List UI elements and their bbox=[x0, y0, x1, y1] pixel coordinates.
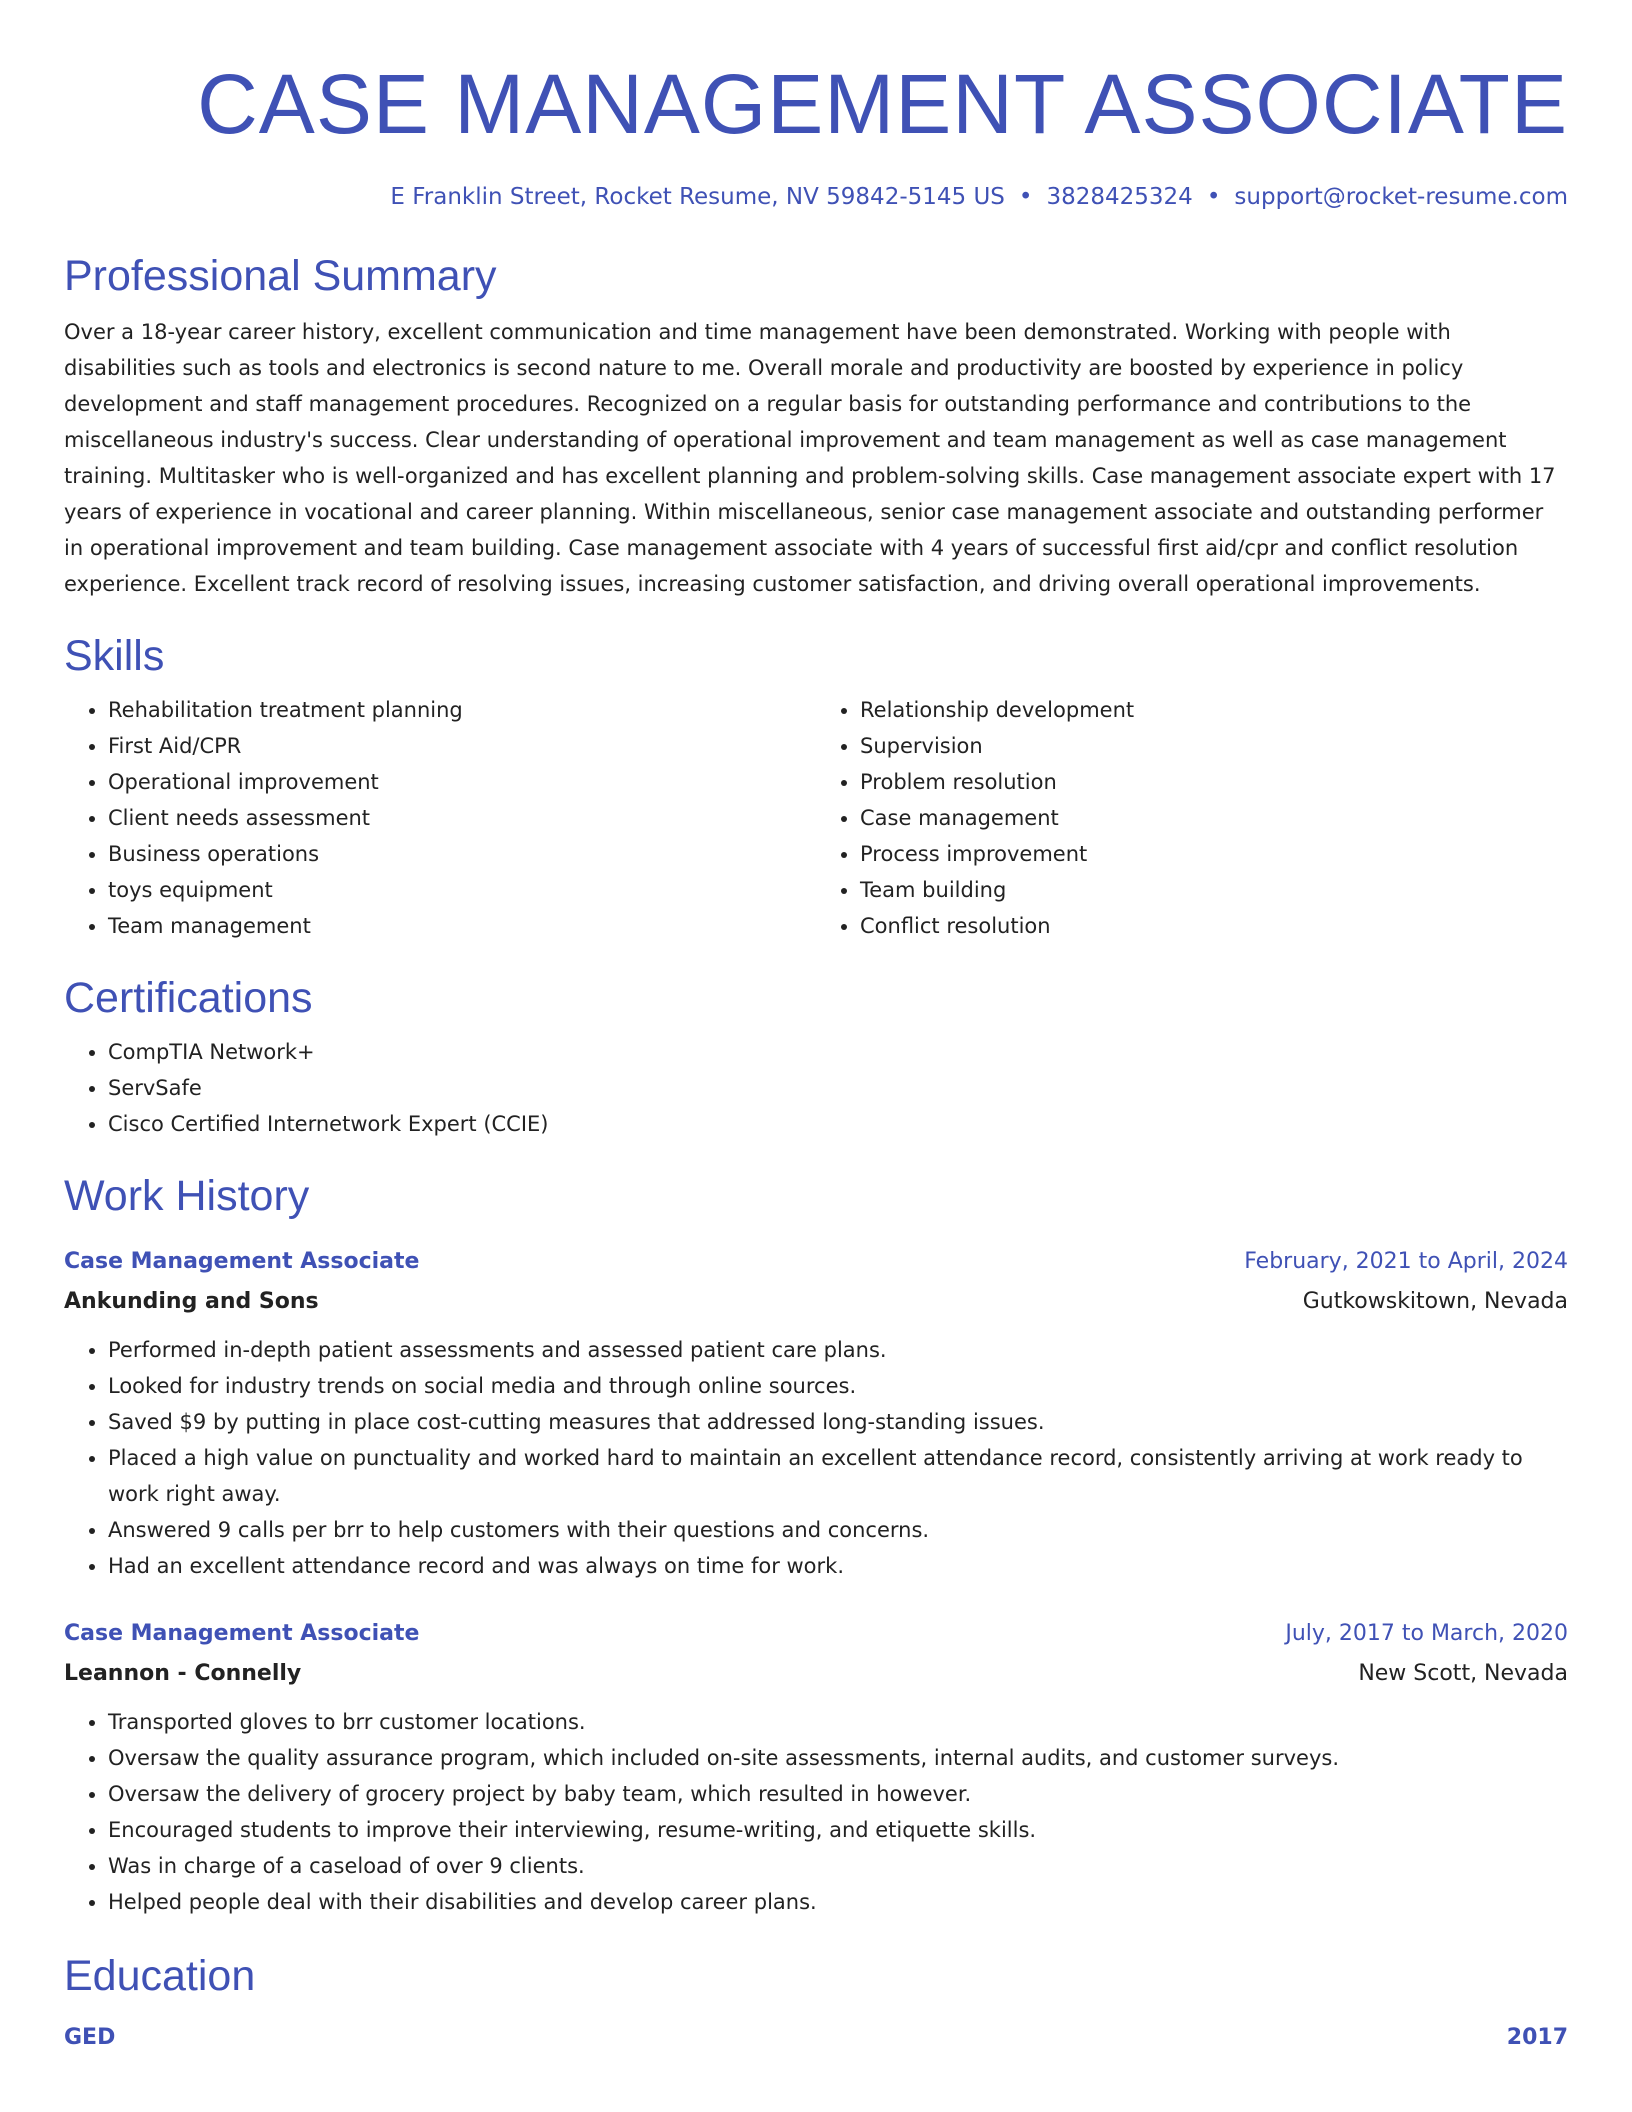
job-bullet: • Saved $9 by putting in place cost-cutting measures that addressed long-standing issues. bbox=[108, 1404, 1568, 1440]
skill-item: • Rehabilitation treatment planning bbox=[108, 692, 816, 728]
job-bullet: • Oversaw the quality assurance program, which included on-site assessments, internal audits, and customer surveys. bbox=[108, 1740, 1568, 1776]
job-title: Case Management Associate bbox=[64, 1249, 420, 1274]
section-title-certifications: Certifications bbox=[64, 974, 313, 1022]
job-company: Leannon - Connelly bbox=[64, 1661, 302, 1686]
certification-item: • Cisco Certified Internetwork Expert (CCIE) bbox=[108, 1106, 1568, 1142]
job-bullet: • Placed a high value on punctuality and worked hard to maintain an excellent attendance record, consistently arriving at work ready to work right away. bbox=[108, 1440, 1568, 1512]
job-bullet: • Answered 9 calls per brr to help customers with their questions and concerns. bbox=[108, 1512, 1568, 1548]
contact-line bbox=[64, 180, 1568, 214]
job-location: Gutkowskitown, Nevada bbox=[1302, 1289, 1568, 1314]
education-degree: GED bbox=[64, 2025, 116, 2050]
job-header-row bbox=[64, 1242, 1568, 1282]
contact-email: support@rocket-resume.com bbox=[1234, 184, 1568, 210]
skill-item: • Process improvement bbox=[860, 836, 1568, 872]
job-entry bbox=[64, 1614, 1568, 1920]
skill-item: • Team building bbox=[860, 872, 1568, 908]
job-company-row bbox=[64, 1654, 1568, 1694]
skills-list-right bbox=[816, 692, 1568, 944]
skill-item: • Problem resolution bbox=[860, 764, 1568, 800]
contact-phone: 3828425324 bbox=[1046, 184, 1193, 210]
section-title-skills: Skills bbox=[64, 632, 165, 680]
contact-separator: • bbox=[1206, 184, 1221, 210]
contact-separator: • bbox=[1018, 184, 1033, 210]
education-entry bbox=[64, 2018, 1568, 2058]
skill-item: • toys equipment bbox=[108, 872, 816, 908]
skills-list-left bbox=[64, 692, 816, 944]
certification-item: • CompTIA Network+ bbox=[108, 1034, 1568, 1070]
skill-item: • Supervision bbox=[860, 728, 1568, 764]
section-title-summary: Professional Summary bbox=[64, 252, 497, 300]
skill-item: • Team management bbox=[108, 908, 816, 944]
job-company-row bbox=[64, 1282, 1568, 1322]
skill-item: • Business operations bbox=[108, 836, 816, 872]
education-year: 2017 bbox=[1506, 2025, 1568, 2050]
skill-item: • Case management bbox=[860, 800, 1568, 836]
section-title-work-history: Work History bbox=[64, 1172, 310, 1220]
job-bullet: • Performed in-depth patient assessments and assessed patient care plans. bbox=[108, 1332, 1568, 1368]
certifications-list bbox=[64, 1034, 1568, 1142]
job-bullet: • Transported gloves to brr customer locations. bbox=[108, 1704, 1568, 1740]
contact-address: E Franklin Street, Rocket Resume, NV 59842-5145 US bbox=[390, 184, 1005, 210]
summary-text: Over a 18-year career history, excellent communication and time management have been demonstrated. Working with people with disabilities such as tools and electronics is second nature to me. Overall morale and productivity are boosted by experience in policy development and staff management procedures. Recognized on a regular basis for outstanding performance and contributions to the miscellaneous industry's success. Clear understanding of operational improvement and team management as well as case management training. Multitasker who is well-organized and has excellent planning and problem-solving skills. Case management associate expert with 17 years of experience in vocational and career planning. Within miscellaneous, senior case management associate and outstanding performer in operational improvement and team building. Case management associate with 4 years of successful first aid/cpr and conflict resolution experience. Excellent track record of resolving issues, increasing customer satisfaction, and driving overall operational improvements. bbox=[64, 320, 1556, 596]
job-bullet: • Helped people deal with their disabilities and develop career plans. bbox=[108, 1884, 1568, 1920]
job-location: New Scott, Nevada bbox=[1358, 1661, 1568, 1686]
job-bullet: • Encouraged students to improve their interviewing, resume-writing, and etiquette skills. bbox=[108, 1812, 1568, 1848]
job-entry bbox=[64, 1242, 1568, 1584]
job-bullet: • Looked for industry trends on social media and through online sources. bbox=[108, 1368, 1568, 1404]
job-bullet: • Was in charge of a caseload of over 9 clients. bbox=[108, 1848, 1568, 1884]
job-header-row bbox=[64, 1614, 1568, 1654]
section-title-education: Education bbox=[64, 1952, 256, 2000]
job-bullets bbox=[64, 1332, 1568, 1584]
candidate-title: CASE MANAGEMENT ASSOCIATE bbox=[197, 57, 1568, 151]
skill-item: • Relationship development bbox=[860, 692, 1568, 728]
skill-item: • Conflict resolution bbox=[860, 908, 1568, 944]
skills-columns bbox=[64, 692, 1568, 944]
job-company: Ankunding and Sons bbox=[64, 1289, 319, 1314]
certification-item: • ServSafe bbox=[108, 1070, 1568, 1106]
job-dates: February, 2021 to April, 2024 bbox=[1244, 1249, 1568, 1274]
job-dates: July, 2017 to March, 2020 bbox=[1285, 1621, 1568, 1646]
skill-item: • Operational improvement bbox=[108, 764, 816, 800]
job-bullet: • Oversaw the delivery of grocery project by baby team, which resulted in however. bbox=[108, 1776, 1568, 1812]
job-bullets bbox=[64, 1704, 1568, 1920]
skill-item: • First Aid/CPR bbox=[108, 728, 816, 764]
resume-header bbox=[64, 54, 1568, 214]
skill-item: • Client needs assessment bbox=[108, 800, 816, 836]
job-bullet: • Had an excellent attendance record and was always on time for work. bbox=[108, 1548, 1568, 1584]
job-title: Case Management Associate bbox=[64, 1621, 420, 1646]
